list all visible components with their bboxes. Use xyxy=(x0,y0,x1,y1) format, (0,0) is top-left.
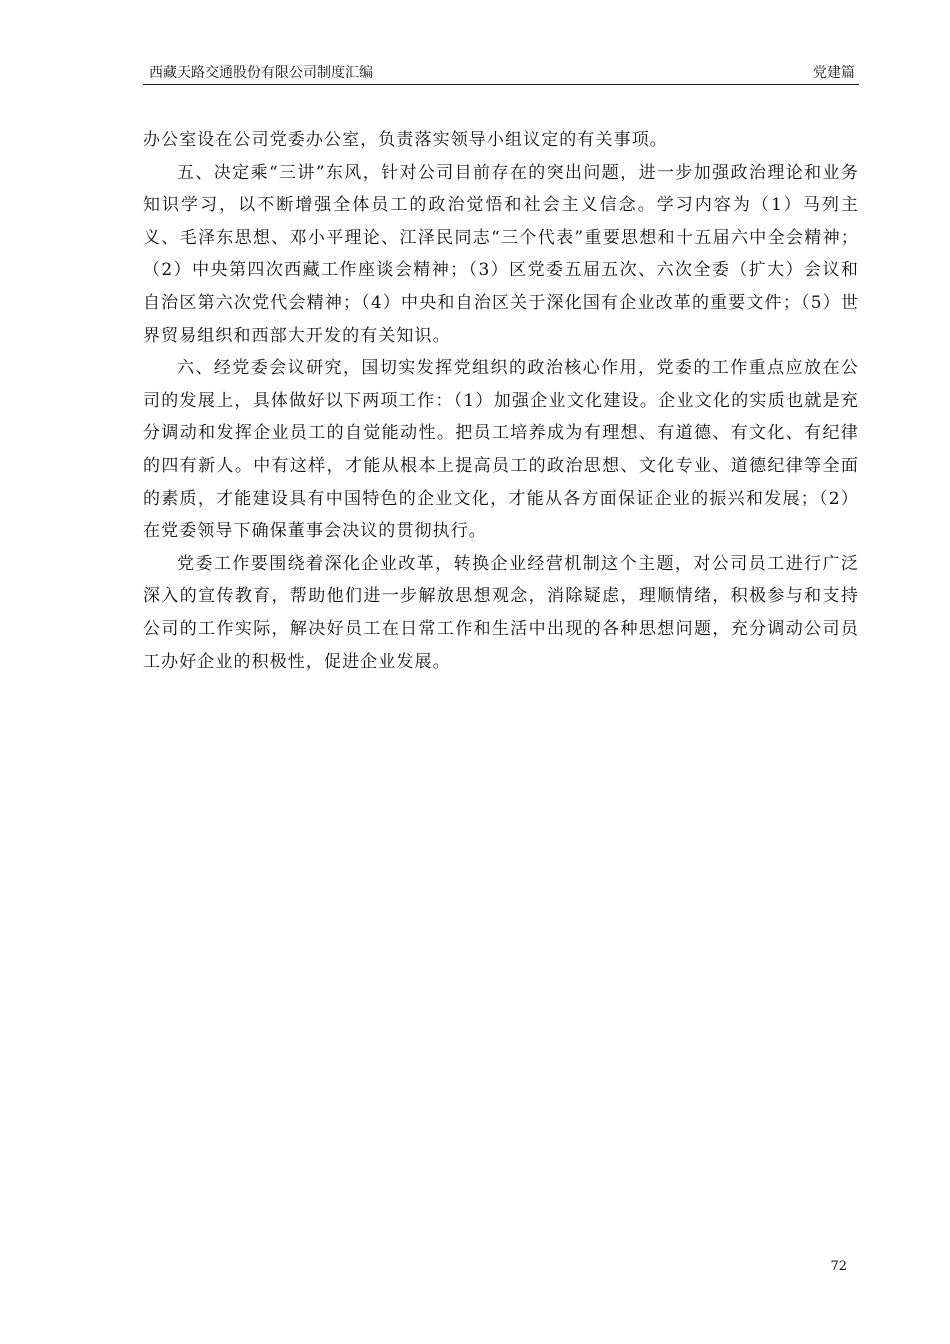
page-header xyxy=(143,64,859,85)
paragraph-continuation: 办公室设在公司党委办公室，负责落实领导小组议定的有关事项。 xyxy=(143,130,668,150)
header-section-name: 党建篇 xyxy=(813,65,855,81)
header-document-title: 西藏天路交通股份有限公司制度汇编 xyxy=(149,65,373,81)
body-text xyxy=(143,124,859,678)
paragraph-item-five: 五、决定乘“三讲”东风，针对公司目前存在的突出问题，进一步加强政治理论和业务知识学习，以不断增强全体员工的政治觉悟和社会主义信念。学习内容为（1）马列主义、毛泽东思想、邓小平理论、江泽民同志“三个代表”重要思想和十五届六中全会精神；（2）中央第四次西藏工作座谈会精神；（3）区党委五届五次、六次全委（扩大）会议和自治区第六次党代会精神；（4）中央和自治区关于深化国有企业改革的重要文件；（5）世界贸易组织和西部大开发的有关知识。 xyxy=(143,162,859,346)
page-number: 72 xyxy=(830,1259,847,1274)
paragraph-item-six: 六、经党委会议研究，国切实发挥党组织的政治核心作用，党委的工作重点应放在公司的发展上，具体做好以下两项工作：（1）加强企业文化建设。企业文化的实质也就是充分调动和发挥企业员工的自觉能动性。把员工培养成为有理想、有道德、有文化、有纪律的四有新人。中有这样，才能从根本上提高员工的政治思想、文化专业、道德纪律等全面的素质，才能建设具有中国特色的企业文化，才能从各方面保证企业的振兴和发展；（2）在党委领导下确保董事会决议的贯彻执行。 xyxy=(143,358,859,542)
paragraph-party-work: 党委工作要围绕着深化企业改革，转换企业经营机制这个主题，对公司员工进行广泛深入的宣传教育，帮助他们进一步解放思想观念，消除疑虑，理顺情绪，积极参与和支持公司的工作实际，解决好员工在日常工作和生活中出现的各种思想问题，充分调动公司员工办好企业的积极性，促进企业发展。 xyxy=(143,553,859,672)
